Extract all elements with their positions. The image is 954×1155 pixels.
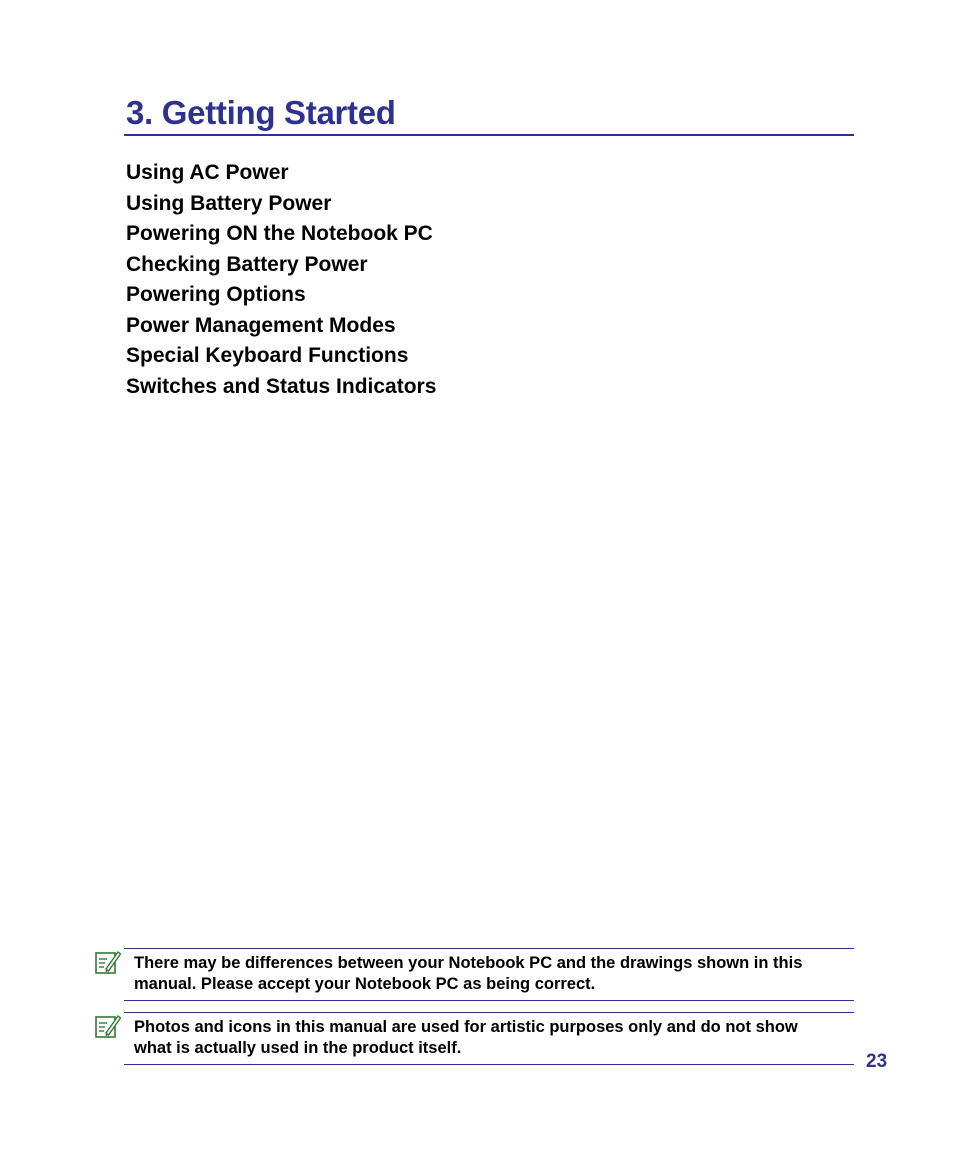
section-list [126, 158, 436, 402]
title-underline [124, 134, 854, 136]
note-bottom-rule [124, 1000, 854, 1001]
note-text: Photos and icons in this manual are used for artistic purposes only and do not show what is actually used in the product itself. [134, 1018, 798, 1057]
chapter-title: 3. Getting Started [126, 94, 396, 131]
section-item: Using Battery Power [126, 191, 332, 215]
note-top-rule [124, 948, 854, 949]
section-item: Powering ON the Notebook PC [126, 222, 433, 245]
section-item: Power Management Modes [126, 313, 396, 337]
section-item: Checking Battery Power [126, 252, 368, 276]
note-box [94, 948, 854, 1000]
note-pencil-icon [94, 949, 122, 975]
section-item: Special Keyboard Functions [126, 344, 409, 367]
note-box [94, 1012, 854, 1064]
section-item: Powering Options [126, 283, 306, 306]
note-bottom-rule [124, 1064, 854, 1065]
note-top-rule [124, 1012, 854, 1013]
page-number: 23 [866, 1051, 888, 1072]
section-item: Switches and Status Indicators [126, 374, 437, 398]
section-item: Using AC Power [126, 161, 289, 184]
note-pencil-icon [94, 1013, 122, 1039]
note-text: There may be differences between your Notebook PC and the drawings shown in this manual. Please accept your Notebook PC as being correct. [134, 954, 803, 993]
